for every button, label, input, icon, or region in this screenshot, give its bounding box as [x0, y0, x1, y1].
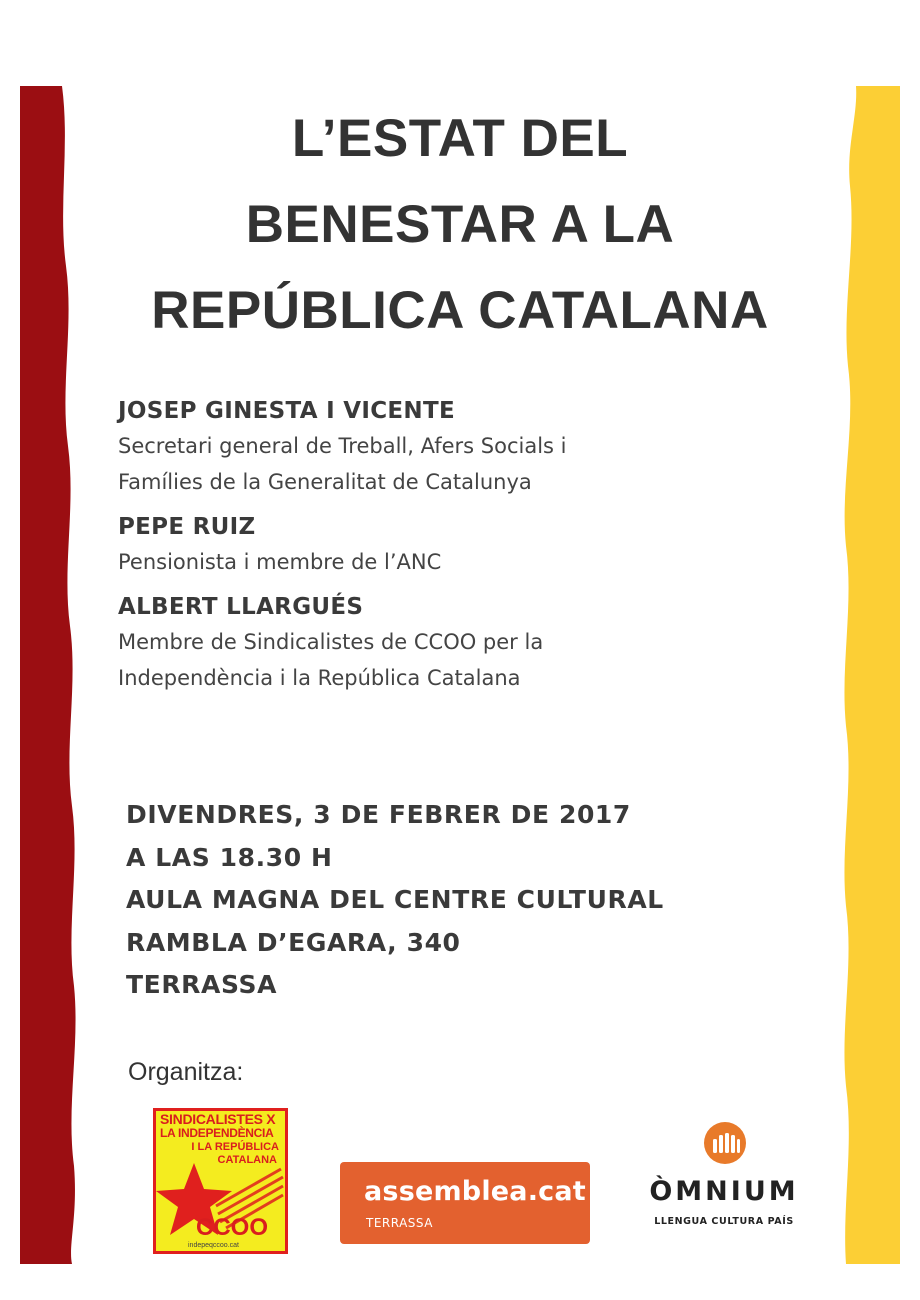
- organizer-label: Organitza:: [128, 1058, 244, 1086]
- speaker-3: [118, 594, 818, 696]
- event-details: [126, 794, 826, 1007]
- speaker-2: [118, 514, 818, 580]
- assemblea-city: TERRASSA: [366, 1216, 433, 1230]
- assemblea-name: assemblea.cat: [364, 1176, 586, 1207]
- speakers-list: [118, 398, 818, 696]
- assemblea-logo: [340, 1162, 590, 1244]
- omnium-columns-icon: [704, 1122, 746, 1164]
- speaker-1: [118, 398, 818, 500]
- event-address: RAMBLA D’EGARA, 340: [126, 927, 461, 957]
- speaker-name: JOSEP GINESTA I VICENTE: [118, 398, 455, 424]
- logo-line-3: I LA REPÚBLICA: [191, 1141, 279, 1153]
- speaker-role: Pensionista i membre de l’ANC: [118, 550, 442, 574]
- speaker-name: ALBERT LLARGUÉS: [118, 594, 364, 620]
- speaker-role: Membre de Sindicalistes de CCOO per la Independència i la República Catalana: [118, 630, 544, 690]
- logo-line-2: LA INDEPENDÈNCIA: [160, 1126, 274, 1140]
- logo-line-4: CATALANA: [217, 1154, 277, 1166]
- speaker-role: Secretari general de Treball, Afers Socials i Famílies de la Generalitat de Catalunya: [118, 434, 567, 494]
- omnium-logo: [636, 1122, 812, 1232]
- title-line-2: BENESTAR A LA: [245, 195, 675, 254]
- poster-title: [80, 96, 840, 354]
- right-yellow-band: [842, 86, 902, 1264]
- logo-url: indepeqccoo.cat: [188, 1242, 239, 1249]
- logo-line-1: SINDICALISTES X: [160, 1111, 276, 1127]
- event-venue: AULA MAGNA DEL CENTRE CULTURAL: [126, 885, 664, 914]
- logo-ccoo: CCOO: [196, 1214, 268, 1241]
- event-time: A LAS 18.30 H: [126, 842, 333, 872]
- title-line-1: L’ESTAT DEL: [291, 109, 629, 168]
- event-date: DIVENDRES, 3 DE FEBRER DE 2017: [126, 800, 631, 829]
- omnium-name: ÒMNIUM: [649, 1176, 799, 1207]
- omnium-tagline: LLENGUA CULTURA PAÍS: [654, 1216, 794, 1227]
- speaker-name: PEPE RUIZ: [118, 514, 256, 540]
- left-red-band: [18, 86, 78, 1264]
- sindicalistes-logo: [153, 1108, 288, 1254]
- title-line-3: REPÚBLICA CATALANA: [151, 281, 769, 340]
- event-city: TERRASSA: [126, 970, 278, 999]
